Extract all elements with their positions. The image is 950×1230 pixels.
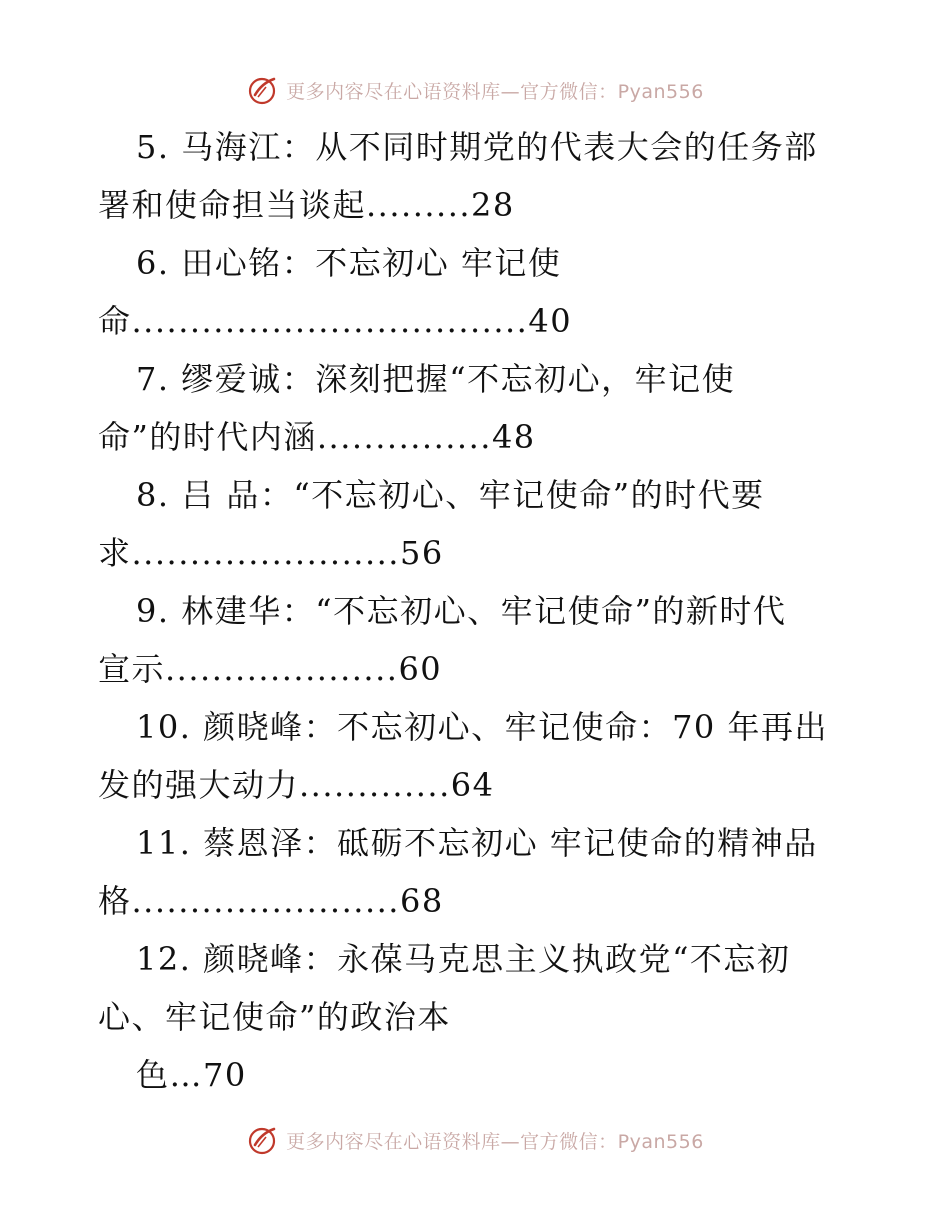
toc-line: 11. 蔡恩泽：砥砺不忘初心 牢记使命的精神品 xyxy=(136,824,818,862)
toc-line: 发的强大动力.............64 xyxy=(98,766,495,804)
toc-line: 5. 马海江：从不同时期党的代表大会的任务部 xyxy=(136,128,818,166)
quill-seal-icon xyxy=(246,73,280,107)
watermark-text: 更多内容尽在心语资料库—官方微信：Pyan556 xyxy=(286,1130,704,1153)
watermark-text: 更多内容尽在心语资料库—官方微信：Pyan556 xyxy=(286,80,704,103)
quill-seal-icon xyxy=(246,1123,280,1157)
table-of-contents xyxy=(98,118,838,1104)
toc-line: 宣示....................60 xyxy=(98,650,443,688)
toc-line: 求.......................56 xyxy=(98,534,444,572)
toc-line: 命”的时代内涵...............48 xyxy=(98,418,536,456)
toc-line: 9. 林建华：“不忘初心、牢记使命”的新时代 xyxy=(136,592,787,630)
header-watermark-banner xyxy=(0,70,950,110)
toc-line: 色…70 xyxy=(136,1056,247,1094)
footer-watermark-banner xyxy=(0,1120,950,1160)
toc-line: 署和使命担当谈起.........28 xyxy=(98,186,515,224)
toc-line: 格.......................68 xyxy=(98,882,444,920)
toc-line: 12. 颜晓峰：永葆马克思主义执政党“不忘初 xyxy=(136,940,791,978)
toc-line: 7. 缪爱诚：深刻把握“不忘初心，牢记使 xyxy=(136,360,736,398)
toc-line: 命..................................40 xyxy=(98,302,573,340)
toc-line: 8. 吕 品：“不忘初心、牢记使命”的时代要 xyxy=(136,476,765,514)
toc-line: 6. 田心铭：不忘初心 牢记使 xyxy=(136,244,562,282)
toc-line: 心、牢记使命”的政治本 xyxy=(98,998,451,1036)
toc-line: 10. 颜晓峰：不忘初心、牢记使命：70 年再出 xyxy=(136,708,828,746)
